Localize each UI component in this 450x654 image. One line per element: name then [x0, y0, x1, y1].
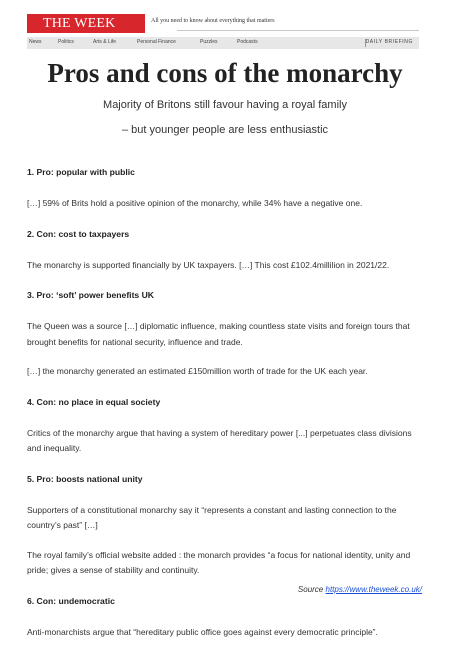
- header-divider: [177, 30, 419, 31]
- subtitle-line-1: Majority of Britons still favour having a royal family: [103, 99, 347, 111]
- section-heading: 1. Pro: popular with public: [27, 167, 135, 177]
- nav-bar: [27, 37, 419, 49]
- section-paragraph: […] the monarchy generated an estimated £150million worth of trade for the UK each year.: [27, 366, 368, 376]
- section-paragraph: Anti-monarchists argue that “hereditary public office goes against every democratic principle”.: [27, 626, 378, 637]
- section-paragraph: The monarchy is supported financially by UK taxpayers. […] This cost £102.4millilion in 2021/22.: [27, 259, 390, 270]
- nav-item-politics[interactable]: Politics: [58, 39, 74, 45]
- article-body: [27, 167, 422, 654]
- section-heading: 3. Pro: ‘soft’ power benefits UK: [27, 290, 155, 300]
- subtitle-line-2: – but younger people are less enthusiastic: [121, 124, 329, 136]
- tagline: All you need to know about everything that matters: [151, 18, 275, 24]
- section-paragraph: The Queen was a source […] diplomatic influence, making countless state visits and foreign tours that brought benefits for national security, influence and trade.: [27, 321, 410, 347]
- nav-item-personal-finance[interactable]: Personal Finance: [137, 39, 176, 45]
- section-paragraph: Supporters of a constitutional monarchy say it “represents a constant and lasting connection to the country’s past” […]: [27, 504, 397, 530]
- nav-item-puzzles[interactable]: Puzzles: [200, 39, 218, 45]
- nav-item-arts-life[interactable]: Arts & Life: [93, 39, 117, 45]
- nav-item-podcasts[interactable]: Podcasts: [237, 39, 258, 45]
- masthead: [27, 14, 419, 34]
- daily-briefing-link[interactable]: DAILY BRIEFING: [365, 39, 413, 45]
- source-line: [298, 585, 422, 594]
- section-heading: 2. Con: cost to taxpayers: [27, 228, 130, 239]
- section-paragraph: Critics of the monarchy argue that having a system of hereditary power [...] perpetuates class divisions and inequality.: [27, 427, 412, 453]
- section-paragraph: The royal family’s official website added : the monarch provides “a focus for national identity, unity and pride; gives a sense of stability and continuity.: [27, 549, 411, 575]
- source-label: Source: [297, 585, 324, 594]
- section-heading: 5. Pro: boosts national unity: [27, 473, 143, 484]
- page-title: Pros and cons of the monarchy: [47, 58, 403, 88]
- nav-item-news[interactable]: News: [29, 39, 42, 45]
- section-heading: 6. Con: undemocratic: [27, 595, 115, 606]
- the-week-logo[interactable]: THE WEEK: [27, 14, 145, 33]
- source-link[interactable]: https://www.theweek.co.uk/: [325, 585, 422, 594]
- section-heading: 4. Con: no place in equal society: [27, 396, 161, 407]
- section-paragraph: […] 59% of Brits hold a positive opinion of the monarchy, while 34% have a negative one.: [27, 198, 363, 208]
